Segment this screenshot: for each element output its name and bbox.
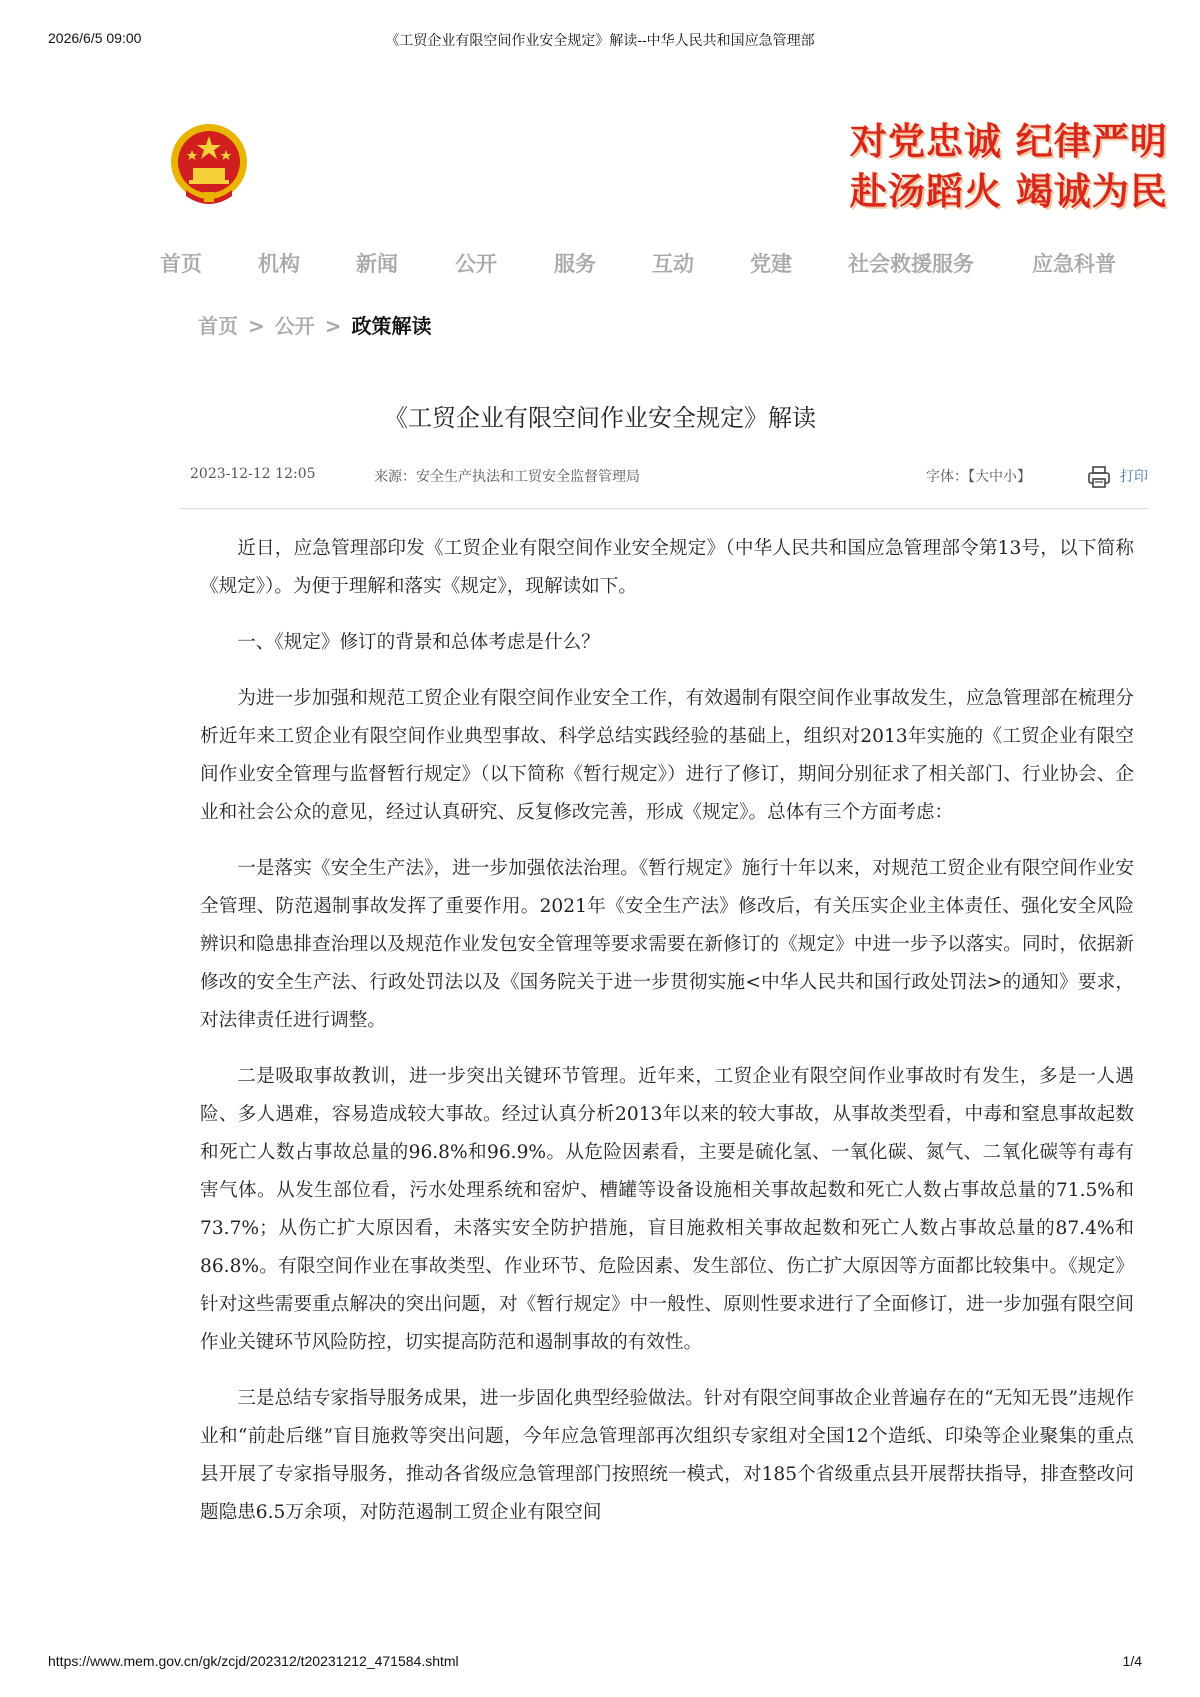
article-source: 来源：安全生产执法和工贸安全监督管理局: [374, 469, 640, 485]
breadcrumb-public[interactable]: 公开: [274, 314, 315, 338]
nav-item-home[interactable]: 首页: [160, 252, 202, 276]
national-emblem-icon[interactable]: [168, 122, 250, 208]
nav-item-organization[interactable]: 机构: [258, 252, 300, 276]
font-size-selector[interactable]: 字体：【大中小】: [926, 469, 1031, 485]
article-title: 《工贸企业有限空间作业安全规定》解读: [384, 404, 816, 432]
nav-item-news[interactable]: 新闻: [356, 252, 398, 276]
paragraph: 为进一步加强和规范工贸企业有限空间作业安全工作，有效遏制有限空间作业事故发生，应急管理部在梳理分析近年来工贸企业有限空间作业典型事故、科学总结实践经验的基础上，组织对2013年实施的《工贸企业有限空间作业安全管理与监督暂行规定》（以下简称《暂行规定》）进行了修订，期间分别征求了相关部门、行业协会、企业和社会公众的意见，经过认真研究、反复修改完善，形成《规定》。总体有三个方面考虑：: [200, 688, 1134, 823]
article-meta: [0, 466, 1200, 488]
nav-item-public[interactable]: 公开: [455, 252, 497, 276]
breadcrumb-home[interactable]: 首页: [198, 314, 238, 338]
print-header: [0, 30, 1200, 50]
article-body: [200, 530, 1134, 1550]
paragraph: 一是落实《安全生产法》，进一步加强依法治理。《暂行规定》施行十年以来，对规范工贸企业有限空间作业安全管理、防范遏制事故发挥了重要作用。2021年《安全生产法》修改后，有关压实企业主体责任、强化安全风险辨识和隐患排查治理以及规范作业发包安全管理等要求需要在新修订的《规定》中进一步予以落实。同时，依据新修改的安全生产法、行政处罚法以及《国务院关于进一步贯彻实施<中华人民共和国行政处罚法>的通知》要求，对法律责任进行调整。: [200, 858, 1134, 1031]
page-number: 1/4: [1122, 1653, 1142, 1669]
breadcrumb: [198, 310, 432, 339]
breadcrumb-separator: >: [324, 314, 342, 338]
slogan-line-1: 对党忠诚 纪律严明: [850, 119, 1168, 163]
slogan-line-2: 赴汤蹈火 竭诚为民: [850, 169, 1168, 213]
print-link[interactable]: 打印: [1120, 469, 1148, 485]
section-heading: 一、《规定》修订的背景和总体考虑是什么？: [237, 632, 600, 653]
nav-item-rescue-services[interactable]: 社会救援服务: [848, 252, 974, 276]
nav-item-party[interactable]: 党建: [750, 252, 792, 276]
main-nav: [0, 248, 1200, 278]
print-url: https://www.mem.gov.cn/gk/zcjd/202312/t20231212_471584.shtml: [48, 1653, 459, 1669]
breadcrumb-current[interactable]: 政策解读: [351, 314, 432, 338]
slogan-banner: [850, 116, 1168, 216]
nav-item-interaction[interactable]: 互动: [652, 252, 694, 276]
paragraph: 近日，应急管理部印发《工贸企业有限空间作业安全规定》（中华人民共和国应急管理部令第13号，以下简称《规定》）。为便于理解和落实《规定》，现解读如下。: [200, 538, 1134, 597]
nav-item-services[interactable]: 服务: [554, 252, 596, 276]
publish-time: 2023-12-12 12:05: [190, 466, 316, 482]
meta-divider: [180, 508, 1148, 509]
printer-icon[interactable]: [1086, 464, 1112, 490]
paragraph: 三是总结专家指导服务成果，进一步固化典型经验做法。针对有限空间事故企业普遍存在的“无知无畏”违规作业和“前赴后继”盲目施救等突出问题，今年应急管理部再次组织专家组对全国12个造纸、印染等企业聚集的重点县开展了专家指导服务，推动各省级应急管理部门按照统一模式，对185个省级重点县开展帮扶指导，排查整改问题隐患6.5万余项，对防范遏制工贸企业有限空间: [200, 1388, 1134, 1523]
breadcrumb-separator: >: [248, 314, 265, 338]
print-datetime: 2026/6/5 09:00: [48, 30, 142, 46]
nav-item-emergency-science[interactable]: 应急科普: [1032, 252, 1116, 276]
print-footer: [0, 1653, 1200, 1673]
paragraph: 二是吸取事故教训，进一步突出关键环节管理。近年来，工贸企业有限空间作业事故时有发生，多是一人遇险、多人遇难，容易造成较大事故。经过认真分析2013年以来的较大事故，从事故类型看，中毒和窒息事故起数和死亡人数占事故总量的96.8%和96.9%。从危险因素看，主要是硫化氢、一氧化碳、氮气、二氧化碳等有毒有害气体。从发生部位看，污水处理系统和窑炉、槽罐等设备设施相关事故起数和死亡人数占事故总量的71.5%和73.7%；从伤亡扩大原因看，未落实安全防护措施，盲目施救相关事故起数和死亡人数占事故总量的87.4%和86.8%。有限空间作业在事故类型、作业环节、危险因素、发生部位、伤亡扩大原因等方面都比较集中。《规定》针对这些需要重点解决的突出问题，对《暂行规定》中一般性、原则性要求进行了全面修订，进一步加强有限空间作业关键环节风险防控，切实提高防范和遏制事故的有效性。: [200, 1066, 1134, 1353]
print-page-title: 《工贸企业有限空间作业安全规定》解读--中华人民共和国应急管理部: [385, 32, 815, 48]
